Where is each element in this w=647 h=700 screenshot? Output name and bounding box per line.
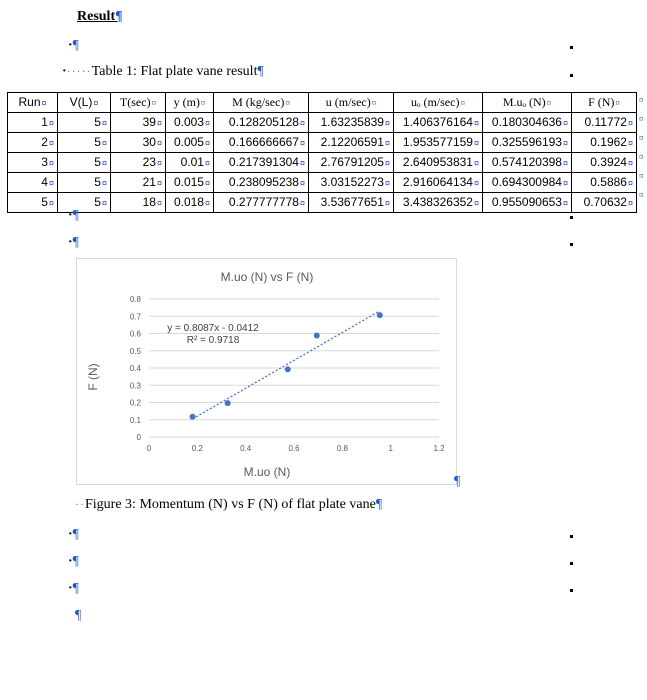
- cell-mass-flow: 0.166666667¤: [214, 133, 309, 153]
- axis-ticks: [130, 295, 445, 453]
- y-tick-label: 0.5: [129, 346, 141, 356]
- table-header-row: [8, 93, 637, 113]
- y-tick-label: 0: [136, 433, 141, 442]
- empty-paragraph-6: ·¶: [68, 581, 80, 596]
- margin-dot-6: [570, 562, 573, 565]
- x-tick-label: 0: [146, 444, 152, 453]
- row-end-mark: ¤: [639, 171, 644, 181]
- y-tick-label: 0.7: [129, 312, 141, 322]
- header-force: F (N)¤: [572, 93, 637, 113]
- cell-mass-flow: 0.128205128¤: [214, 113, 309, 133]
- trendline-equation: y = 0.8087x - 0.0412: [167, 323, 259, 334]
- cell-force: 0.3924¤: [572, 153, 637, 173]
- y-tick-label: 0.3: [129, 381, 141, 391]
- x-tick-label: 1.2: [433, 444, 445, 453]
- cell-force: 0.11772¤: [572, 113, 637, 133]
- margin-dot-4: [570, 243, 573, 246]
- cell-velocity: 3.53677651¤: [309, 193, 394, 213]
- y-tick-label: 0.6: [129, 329, 141, 339]
- cell-y: 0.015¤: [166, 173, 214, 193]
- cell-time: 18¤: [111, 193, 166, 213]
- cell-run: 1¤: [8, 113, 58, 133]
- empty-paragraph-7: ¶: [75, 608, 82, 623]
- cell-run: 2¤: [8, 133, 58, 153]
- cell-y: 0.018¤: [166, 193, 214, 213]
- table-row: [8, 173, 637, 193]
- x-tick-label: 0.2: [191, 444, 203, 453]
- y-axis-label: F (N): [86, 363, 100, 391]
- cell-volume: 5¤: [58, 193, 111, 213]
- row-end-mark: ¤: [639, 95, 644, 105]
- data-point[interactable]: [377, 312, 383, 318]
- figure-caption: ··Figure 3: Momentum (N) vs F (N) of flat plate vane¶: [75, 497, 383, 512]
- cell-mass-flow: 0.238095238¤: [214, 173, 309, 193]
- cell-velocity-out: 3.438326352¤: [394, 193, 483, 213]
- data-point[interactable]: [225, 400, 231, 406]
- x-tick-label: 0.8: [336, 444, 348, 453]
- cell-time: 30¤: [111, 133, 166, 153]
- cell-run: 3¤: [8, 153, 58, 173]
- cell-y: 0.003¤: [166, 113, 214, 133]
- empty-paragraph-2: ·¶: [68, 208, 80, 223]
- data-point[interactable]: [285, 366, 291, 372]
- header-velocity: u (m/sec)¤: [309, 93, 394, 113]
- row-end-mark: ¤: [639, 114, 644, 124]
- cell-force: 0.70632¤: [572, 193, 637, 213]
- cell-time: 21¤: [111, 173, 166, 193]
- row-end-mark: ¤: [639, 152, 644, 162]
- header-mass-flow: M (kg/sec)¤: [214, 93, 309, 113]
- row-end-mark: ¤: [639, 133, 644, 143]
- table-row: [8, 133, 637, 153]
- header-velocity-out: uₒ (m/sec)¤: [394, 93, 483, 113]
- cell-y: 0.005¤: [166, 133, 214, 153]
- cell-y: 0.01¤: [166, 153, 214, 173]
- x-tick-label: 1: [388, 444, 393, 453]
- cell-momentum: 0.325596193¤: [483, 133, 572, 153]
- r-squared-label: R² = 0.9718: [186, 335, 240, 346]
- empty-paragraph-1: ·¶: [68, 38, 80, 53]
- cell-velocity-out: 1.406376164¤: [394, 113, 483, 133]
- cell-run: 5¤: [8, 193, 58, 213]
- margin-dot-2: [570, 74, 573, 77]
- cell-mass-flow: 0.217391304¤: [214, 153, 309, 173]
- margin-dot-1: [570, 46, 573, 49]
- scatter-chart[interactable]: [76, 258, 457, 485]
- margin-dot-3: [570, 216, 573, 219]
- y-tick-label: 0.2: [129, 398, 141, 408]
- cell-momentum: 0.180304636¤: [483, 113, 572, 133]
- empty-paragraph-3: ·¶: [68, 235, 80, 250]
- margin-dot-7: [570, 589, 573, 592]
- cell-time: 39¤: [111, 113, 166, 133]
- data-point[interactable]: [314, 332, 320, 338]
- y-tick-label: 0.8: [129, 295, 141, 304]
- cell-velocity: 1.63235839¤: [309, 113, 394, 133]
- cell-time: 23¤: [111, 153, 166, 173]
- header-momentum: M.uₒ (N)¤: [483, 93, 572, 113]
- header-time: T(sec)¤: [111, 93, 166, 113]
- cell-force: 0.1962¤: [572, 133, 637, 153]
- empty-paragraph-4: ·¶: [68, 527, 80, 542]
- cell-mass-flow: 0.277777778¤: [214, 193, 309, 213]
- chart-anchor-pilcrow: ¶: [454, 474, 461, 489]
- table-row: [8, 113, 637, 133]
- table-caption: ······Table 1: Flat plate vane result¶: [62, 64, 264, 79]
- x-axis-label: M.uo (N): [243, 465, 291, 479]
- chart-title: M.uo (N) vs F (N): [220, 270, 314, 284]
- cell-velocity-out: 2.640953831¤: [394, 153, 483, 173]
- header-run: Run¤: [8, 93, 58, 113]
- cell-volume: 5¤: [58, 173, 111, 193]
- cell-volume: 5¤: [58, 113, 111, 133]
- cell-momentum: 0.694300984¤: [483, 173, 572, 193]
- cell-force: 0.5886¤: [572, 173, 637, 193]
- table-row: [8, 193, 637, 213]
- cell-velocity-out: 1.953577159¤: [394, 133, 483, 153]
- y-tick-label: 0.1: [129, 415, 141, 425]
- margin-dot-5: [570, 535, 573, 538]
- cell-velocity: 2.76791205¤: [309, 153, 394, 173]
- cell-volume: 5¤: [58, 133, 111, 153]
- cell-volume: 5¤: [58, 153, 111, 173]
- cell-momentum: 0.574120398¤: [483, 153, 572, 173]
- table-row: [8, 153, 637, 173]
- x-tick-label: 0.6: [288, 444, 300, 453]
- x-tick-label: 0.4: [240, 444, 252, 453]
- header-volume: V(L)¤: [58, 93, 111, 113]
- data-point[interactable]: [190, 414, 196, 420]
- result-heading: Result¶: [77, 9, 123, 24]
- heading-pilcrow: ¶: [115, 9, 123, 24]
- cell-velocity: 2.12206591¤: [309, 133, 394, 153]
- cell-velocity-out: 2.916064134¤: [394, 173, 483, 193]
- cell-momentum: 0.955090653¤: [483, 193, 572, 213]
- chart-canvas: [77, 259, 456, 484]
- cell-run: 4¤: [8, 173, 58, 193]
- cell-velocity: 3.03152273¤: [309, 173, 394, 193]
- results-table: [7, 92, 637, 213]
- y-tick-label: 0.4: [129, 364, 141, 373]
- empty-paragraph-5: ·¶: [68, 554, 80, 569]
- row-end-mark: ¤: [639, 190, 644, 200]
- header-y: y (m)¤: [166, 93, 214, 113]
